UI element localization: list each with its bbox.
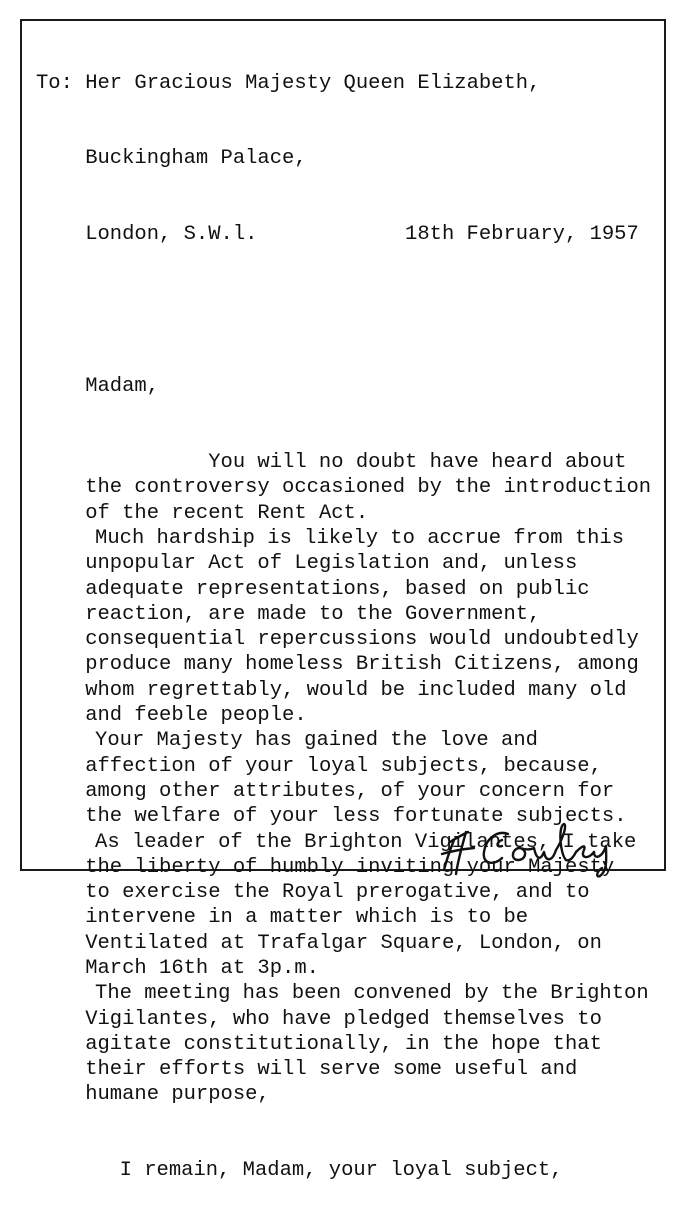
body-line: the controversy occasioned by the introduction	[85, 476, 652, 500]
body-line: The meeting has been convened by the Brighton	[95, 982, 649, 1006]
body-line: adequate representations, based on public	[85, 577, 590, 601]
signature	[440, 818, 650, 878]
letter-body	[36, 20, 651, 1209]
body-line: You will no doubt have heard about	[208, 451, 627, 475]
body-line: March 16th at 3p.m.	[85, 956, 319, 980]
salutation: Madam,	[85, 375, 160, 399]
body-line: whom regrettably, would be included many old	[85, 678, 627, 702]
body-line: Your Majesty has gained the love and	[95, 729, 538, 753]
body-line: Ventilated at Trafalgar Square, London, on	[85, 931, 602, 955]
body-line: and feeble people.	[85, 704, 307, 728]
body-line: Much hardship is likely to accrue from this	[95, 526, 625, 550]
body-line: humane purpose,	[85, 1083, 270, 1107]
body-line: consequential repercussions would undoubtedly	[85, 628, 639, 652]
letter-paragraphs	[36, 450, 651, 1108]
body-line: unpopular Act of Legislation and, unless	[85, 552, 578, 576]
address-to-line: To: Her Gracious Majesty Queen Elizabeth,	[36, 71, 541, 95]
body-line: As leader of the Brighton Vigilantes, I take	[95, 830, 637, 854]
body-line: agitate constitutionally, in the hope that	[85, 1032, 602, 1056]
body-line: among other attributes, of your concern for	[85, 779, 615, 803]
body-line: reaction, are made to the Government,	[85, 602, 541, 626]
body-line: their efforts will serve some useful and	[85, 1058, 578, 1082]
body-line: of the recent Rent Act.	[85, 501, 369, 525]
body-line: the liberty of humbly inviting your Majesty	[85, 855, 615, 879]
letter-date: 18th February, 1957	[405, 223, 639, 247]
body-line: the welfare of your less fortunate subjects.	[85, 805, 627, 829]
closing: I remain, Madam, your loyal subject,	[119, 1159, 563, 1183]
body-line: Vigilantes, who have pledged themselves to	[85, 1007, 602, 1031]
body-line: affection of your loyal subjects, because,	[85, 754, 602, 778]
body-line: produce many homeless British Citizens, among	[85, 653, 639, 677]
body-line: to exercise the Royal prerogative, and to	[85, 881, 590, 905]
body-line: intervene in a matter which is to be	[85, 906, 529, 930]
address-line-2: Buckingham Palace,	[85, 147, 307, 171]
address-line-3: London, S.W.l.	[85, 223, 258, 247]
